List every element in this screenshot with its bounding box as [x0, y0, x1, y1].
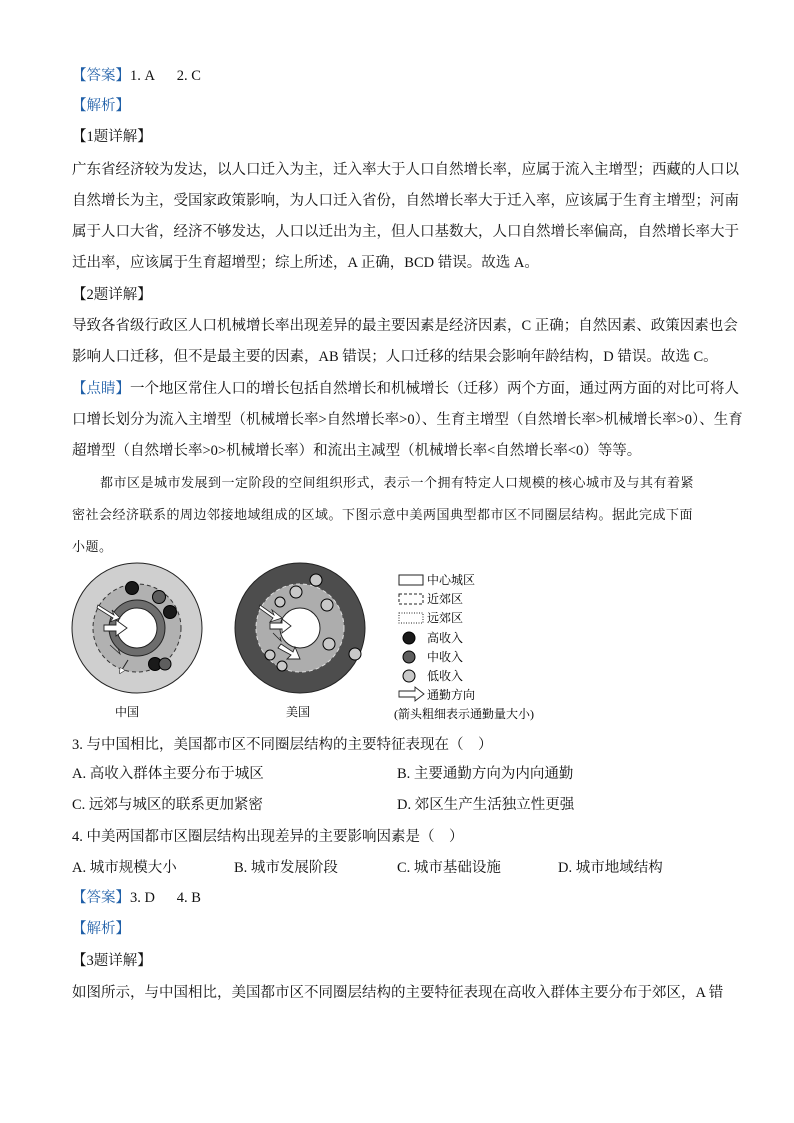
tip-line: 超增型（自然增长率>0>机械增长率）和流出主减型（机械增长率<自然增长率<0）等等。: [72, 443, 642, 459]
answer-text: 1. A 2. C: [130, 68, 201, 84]
passage-line: 密社会经济联系的周边邻接地域组成的区域。下图示意中美两国典型都市区不同圈层结构。据此完成下面: [72, 507, 694, 522]
legend-label: 中心城区: [427, 573, 476, 587]
low-income-dot: [275, 597, 285, 607]
legend: [394, 572, 534, 721]
low-income-dot: [323, 638, 335, 650]
tip-tag: 【点睛】: [72, 381, 130, 397]
legend-mid-income-dot: [403, 651, 415, 663]
low-income-dot: [290, 586, 302, 598]
legend-label: 中收入: [427, 650, 464, 664]
high-income-dot: [164, 606, 177, 619]
q4-option-b[interactable]: B. 城市发展阶段: [234, 860, 338, 876]
q2-detail-line: 导致各省级行政区人口机械增长率出现差异的最主要因素是经济因素，C 正确；自然因素、政策因素也会: [72, 318, 738, 334]
answer-line-2: [72, 888, 724, 908]
china-label: 中国: [115, 705, 140, 719]
legend-high-income-dot: [403, 632, 415, 644]
q3-option-a[interactable]: A. 高收入群体主要分布于城区: [72, 766, 264, 782]
legend-label: 通勤方向: [427, 688, 476, 702]
q1-detail-line: 广东省经济较为发达，以人口迁入为主，迁入率大于人口自然增长率，应属于流入主增型；西藏的人口以: [72, 162, 739, 178]
q2-detail-title: 【2题详解】: [72, 287, 152, 303]
q1-detail-title: 【1题详解】: [72, 129, 152, 145]
legend-swatch-center: [399, 575, 423, 585]
low-income-dot: [265, 650, 275, 660]
answer-text: 3. D 4. B: [130, 890, 201, 906]
q3-stem: 3. 与中国相比，美国都市区不同圈层结构的主要特征表现在（ ）: [72, 737, 493, 753]
legend-label: 远郊区: [427, 611, 464, 625]
analysis-label: 解析: [86, 98, 116, 114]
q4-option-a[interactable]: A. 城市规模大小: [72, 860, 177, 876]
analysis-label: 解析: [86, 921, 116, 937]
usa-diagram: [235, 563, 365, 719]
q1-detail-line: 属于人口大省，经济不够发达，人口以迁出为主，但人口基数大，人口自然增长率偏高，自然增长率大于: [72, 224, 739, 240]
analysis-heading-2: 【解析】: [72, 921, 130, 937]
q1-detail-line: 自然增长为主，受国家政策影响，为人口迁入省份，自然增长率大于迁入率，应该属于生育主增型；河南: [72, 193, 739, 209]
q3-option-b[interactable]: B. 主要通勤方向为内向通勤: [397, 766, 574, 782]
mid-income-dot: [159, 658, 171, 670]
legend-low-income-dot: [403, 670, 415, 682]
high-income-dot: [126, 582, 139, 595]
tip-line: [72, 379, 739, 399]
low-income-dot: [310, 574, 322, 586]
legend-label: 低收入: [427, 669, 464, 683]
q1-detail-line: 迁出率，应该属于生育超增型；综上所述，A 正确，BCD 错误。故选 A。: [72, 255, 539, 271]
legend-swatch-far: [399, 613, 423, 623]
low-income-dot: [321, 599, 333, 611]
answer-tag: 【答案】: [72, 68, 130, 84]
legend-arrow-icon: [399, 687, 424, 701]
legend-note: (箭头粗细表示通勤量大小): [394, 707, 534, 721]
q3-option-c[interactable]: C. 远郊与城区的联系更加紧密: [72, 797, 263, 813]
q3-detail-title: 【3题详解】: [72, 953, 152, 969]
usa-label: 美国: [286, 705, 311, 719]
q4-stem: 4. 中美两国都市区圈层结构出现差异的主要影响因素是（ ）: [72, 829, 464, 845]
q4-option-c[interactable]: C. 城市基础设施: [397, 860, 501, 876]
low-income-dot: [349, 648, 361, 660]
tip-line: 口增长划分为流入主增型（机械增长率>自然增长率>0）、生育主增型（自然增长率>机械增长率>0）、生育: [72, 412, 743, 428]
answer-tag: 【答案】: [72, 890, 130, 906]
china-diagram: [72, 563, 202, 719]
answer-line-1: [72, 66, 724, 86]
q3-option-d[interactable]: D. 郊区生产生活独立性更强: [397, 797, 575, 813]
q3-detail-line: 如图所示，与中国相比，美国都市区不同圈层结构的主要特征表现在高收入群体主要分布于郊区，A 错: [72, 985, 724, 1001]
low-income-dot: [277, 661, 287, 671]
analysis-heading-1: 【解析】: [72, 98, 130, 114]
mid-income-dot: [153, 591, 166, 604]
tip-text: 一个地区常住人口的增长包括自然增长和机械增长（迁移）两个方面，通过两方面的对比可将人: [130, 381, 739, 397]
passage-line: 都市区是城市发展到一定阶段的空间组织形式，表示一个拥有特定人口规模的核心城市及与其有着紧: [100, 475, 695, 490]
legend-label: 近郊区: [427, 592, 464, 606]
q4-option-d[interactable]: D. 城市地域结构: [558, 860, 663, 876]
metro-structure-figure: [60, 560, 580, 725]
q2-detail-line: 影响人口迁移，但不是最主要的因素，AB 错误；人口迁移的结果会影响年龄结构，D 错误。故选 C。: [72, 349, 718, 365]
legend-swatch-near: [399, 594, 423, 604]
legend-label: 高收入: [427, 631, 464, 645]
passage-line: 小题。: [72, 539, 113, 554]
